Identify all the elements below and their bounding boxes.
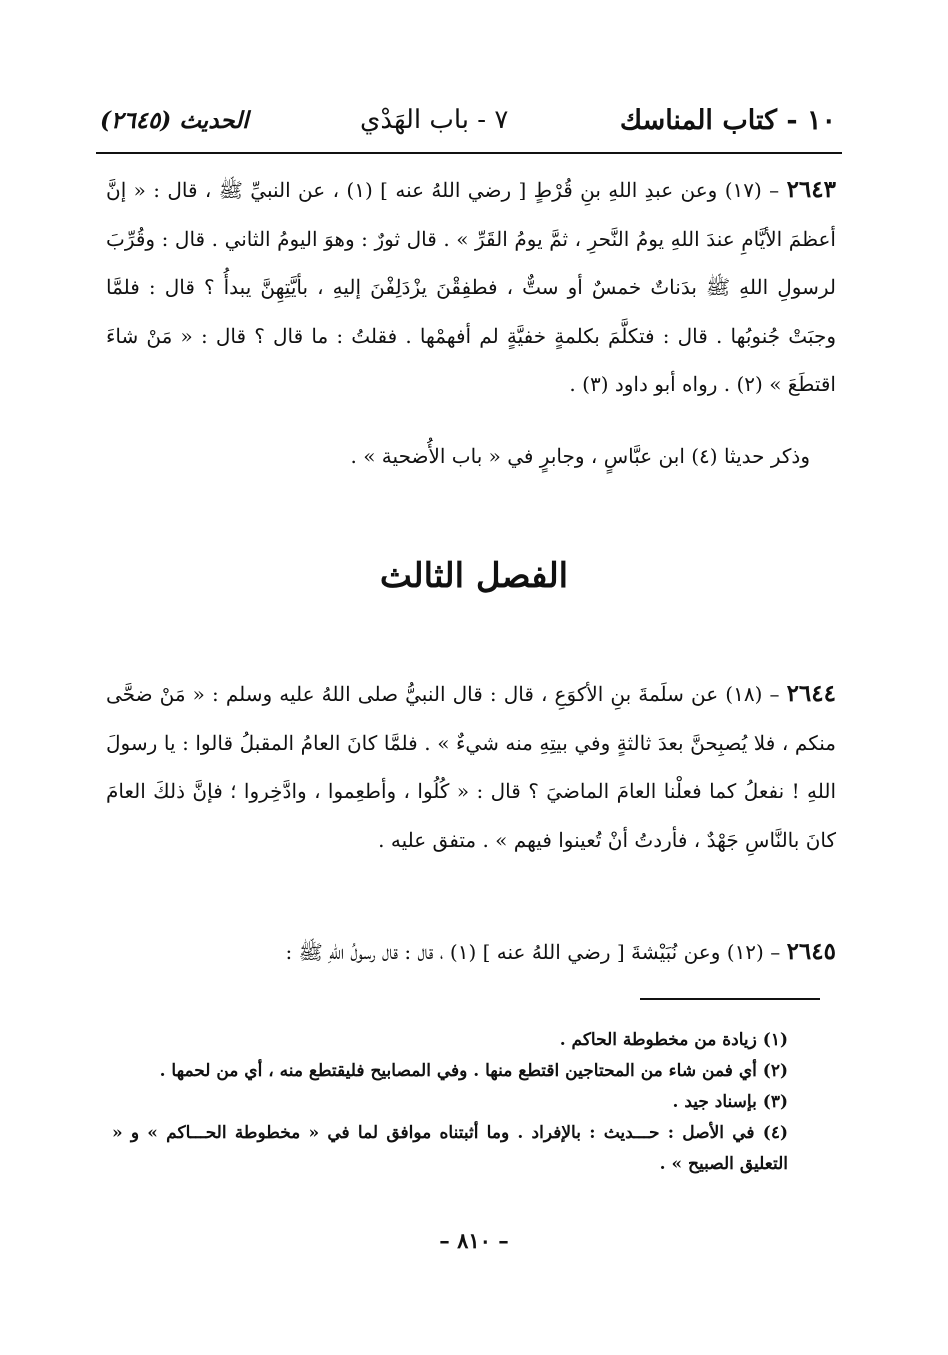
hadith-text: – (١٢) وعن نُبَيْشةَ [ رضي اللهُ عنه ] (١) ، قال : قال رسولُ اللهِ ﷺ :: [285, 940, 787, 964]
hadith-paragraph: [106, 670, 836, 864]
footnote-2: (٢) أي فمن شاء من المحتاجين اقتطع منها . وفي المصابيح فليقتطع منه ، أي من لحمها .: [159, 1061, 788, 1081]
hadith-number: ٢٦٤٤: [786, 680, 836, 707]
hadith-text: – (١٧) وعن عبدِ اللهِ بنِ قُرْطٍ [ رضي اللهُ عنه ] (١) ، عن النبيِّ ﷺ ، قال : « إنَّ أعظمَ الأيَّامِ عندَ اللهِ يومُ النَّحرِ ، ثمَّ يومُ القَرِّ » . قال ثورٌ : وهوَ اليومُ الثاني . قال : وقُرِّبَ لرسولِ اللهِ ﷺ بدَناتٌ خمسٌ أو ستٌّ ، فطفِقْنَ يزْدَلِفْنَ إليهِ ، بأيَّتِهِنَّ يبدأُ ؟ قال : فلمَّا وجبَتْ جُنوبُها . قال : فتكلَّمَ بكلمةٍ خفيَّةٍ لم أفهمْها . فقلتُ : ما قال ؟ قال : « مَنْ شاءَ اقتطَعَ » (٢) . رواه أبو داود (٣) .: [106, 178, 836, 396]
book-title: ١٠ - كتاب المناسك: [619, 104, 836, 136]
hadith-paragraph: [106, 928, 836, 977]
hadith-number: ٢٦٤٣: [786, 176, 836, 203]
hadith-text: – (١٨) عن سلَمةَ بنِ الأكوَعِ ، قال : قال النبيُّ صلى اللهُ عليه وسلم : « مَنْ ضحَّى منكم ، فلا يُصبِحنَّ بعدَ ثالثةٍ وفي بيتِهِ منه شيءٌ » . فلمَّا كانَ العامُ المقبلُ قالوا : يا رسولَ اللهِ ! نفعلُ كما فعلْنا العامَ الماضيَ ؟ قال : « كُلُوا ، وأطعِموا ، وادَّخِروا ؛ فإنَّ ذلكَ العامَ كانَ بالنَّاسِ جَهْدٌ ، فأردتُ أنْ تُعينوا فيهم » . متفق عليه .: [106, 682, 836, 852]
hadith-2644: [106, 670, 836, 864]
hadith-range: الحديث (٢٦٤٥): [100, 106, 249, 134]
page-number: – ٨١٠ –: [439, 1228, 509, 1253]
hadith-2643: [106, 166, 836, 409]
footnote-1: (١) زيادة من مخطوطة الحاكم .: [559, 1030, 788, 1050]
footnote-4: (٤) في الأصل : حـــديث : بالإفراد . وما أثبتناه موافق لما في « مخطوطة الحـــاكم » و « التعليق الصبيح » .: [112, 1123, 788, 1174]
footnote-3: (٣) بإسناد جيد .: [672, 1092, 788, 1112]
chapter-title: ٧ - باب الهَدْي: [360, 105, 509, 135]
hadith-number: ٢٦٤٥: [786, 938, 836, 965]
footnotes: [112, 1025, 788, 1180]
mention-text: وذكر حديثا (٤) ابن عبَّاسٍ ، وجابرٍ في « باب الأُضحية » .: [350, 444, 810, 468]
footnote-divider: [640, 998, 820, 1000]
mention-paragraph: [106, 432, 836, 481]
page-header: [100, 92, 836, 148]
hadith-paragraph: [106, 166, 836, 409]
hadith-2645: [106, 928, 836, 977]
section-title: الفصل الثالث: [379, 556, 569, 596]
header-divider: [96, 152, 842, 154]
